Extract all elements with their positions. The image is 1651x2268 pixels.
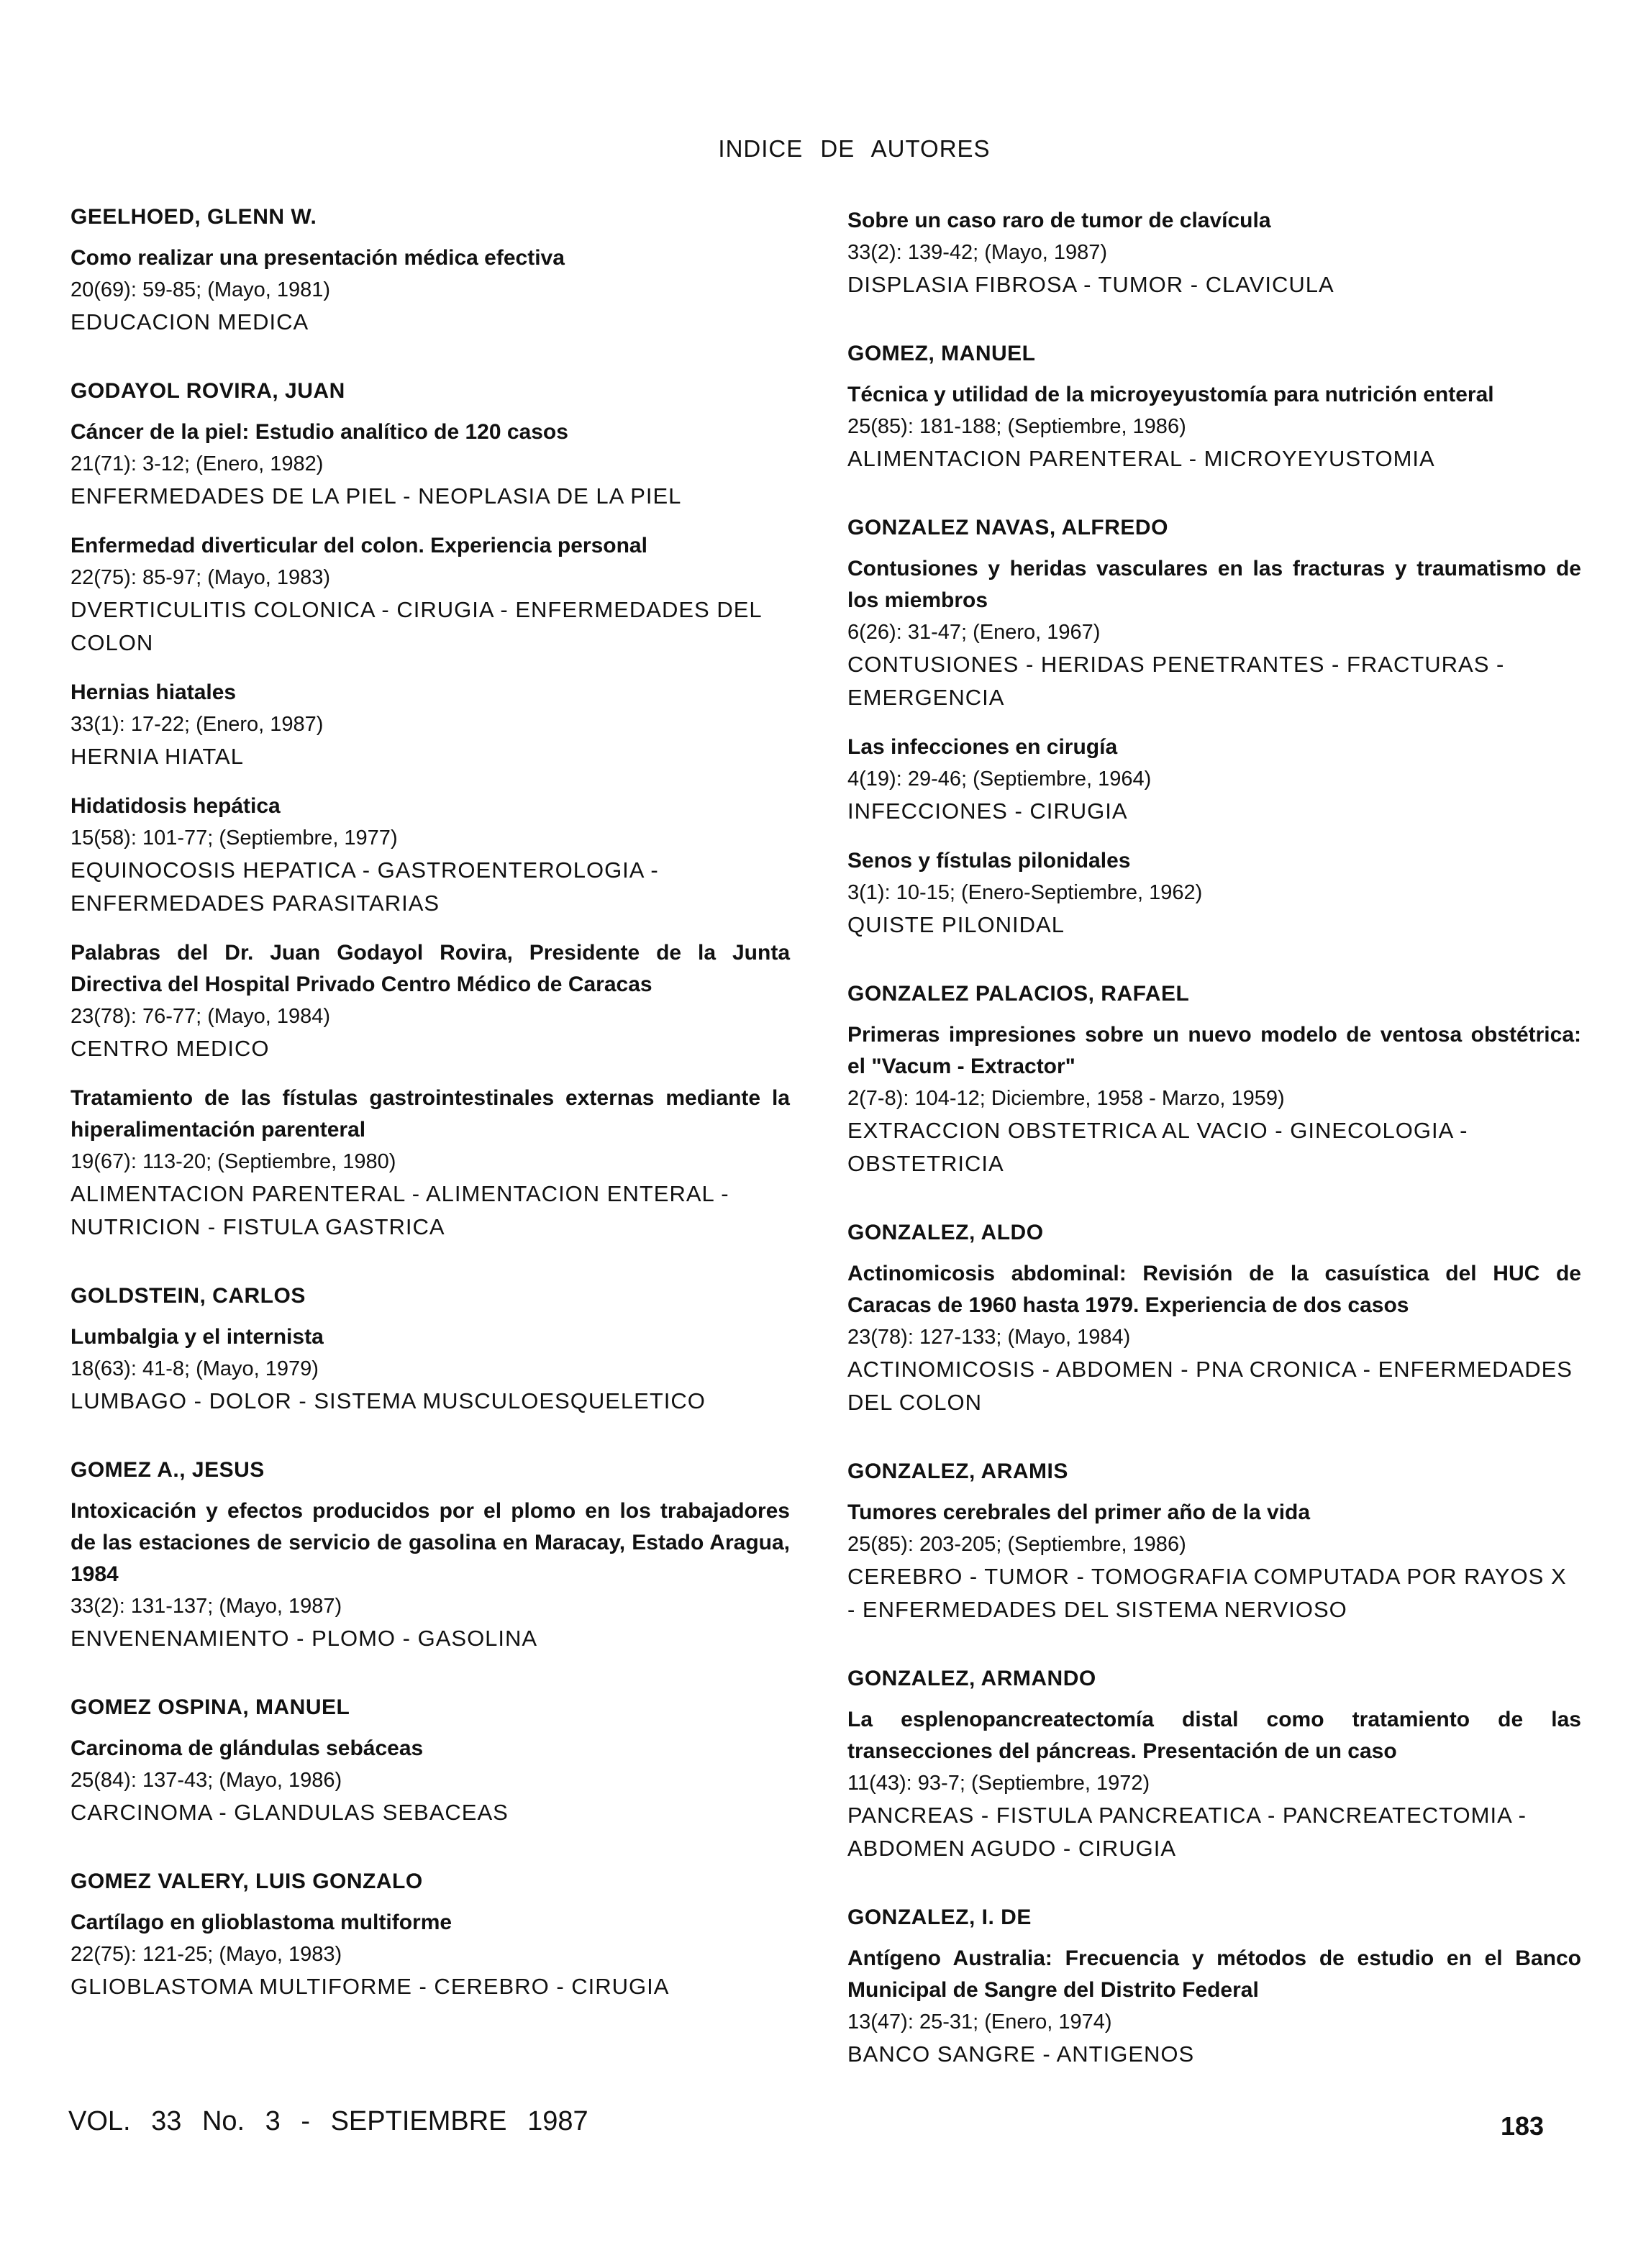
author-group (71, 1869, 790, 2003)
article-keywords: INFECCIONES - CIRUGIA (847, 798, 1128, 824)
author-group (847, 516, 1581, 942)
author-group (847, 205, 1581, 301)
article-keywords: QUISTE PILONIDAL (847, 912, 1065, 937)
author-group (71, 1695, 790, 1829)
author-group (847, 342, 1581, 475)
index-entry (71, 1083, 790, 1244)
author-group (71, 379, 790, 1244)
author-group (847, 982, 1581, 1180)
article-keywords: ENVENENAMIENTO - PLOMO - GASOLINA (71, 1626, 538, 1651)
article-keywords: ACTINOMICOSIS - ABDOMEN - PNA CRONICA - ENFERMEDADES DEL COLON (847, 1357, 1573, 1415)
article-keywords: ALIMENTACION PARENTERAL - ALIMENTACION ENTERAL - NUTRICION - FISTULA GASTRICA (71, 1181, 729, 1239)
author-group (71, 1284, 790, 1418)
index-entry (847, 205, 1581, 301)
article-title: Hernias hiatales (71, 680, 237, 704)
article-keywords: ENFERMEDADES DE LA PIEL - NEOPLASIA DE LA PIEL (71, 483, 682, 509)
index-entry (847, 1704, 1581, 1865)
article-citation: 21(71): 3-12; (Enero, 1982) (71, 452, 324, 475)
article-keywords: ALIMENTACION PARENTERAL - MICROYEYUSTOMIA (847, 446, 1435, 471)
article-citation: 33(2): 131-137; (Mayo, 1987) (71, 1595, 342, 1618)
article-citation: 23(78): 127-133; (Mayo, 1984) (847, 1326, 1131, 1349)
article-citation: 4(19): 29-46; (Septiembre, 1964) (847, 768, 1152, 791)
index-entry (71, 242, 790, 339)
right-column (847, 205, 1581, 2088)
article-title: Senos y fístulas pilonidales (847, 849, 1131, 873)
index-entry (847, 732, 1581, 828)
article-citation: 22(75): 85-97; (Mayo, 1983) (71, 566, 331, 589)
article-keywords: CARCINOMA - GLANDULAS SEBACEAS (71, 1800, 509, 1825)
article-title: Actinomicosis abdominal: Revisión de la casuística del HUC de Caracas de 1960 hasta 1979. Experiencia de dos casos (847, 1262, 1581, 1317)
author-name: GONZALEZ, I. DE (847, 1905, 1032, 1929)
article-keywords: DISPLASIA FIBROSA - TUMOR - CLAVICULA (847, 272, 1334, 297)
author-name: GOMEZ OSPINA, MANUEL (71, 1695, 350, 1719)
article-title: Lumbalgia y el internista (71, 1325, 324, 1349)
author-name: GONZALEZ PALACIOS, RAFAEL (847, 982, 1190, 1006)
journal-footer: VOL. 33 No. 3 - SEPTIEMBRE 1987 (68, 2106, 588, 2136)
left-column (71, 205, 790, 2021)
article-keywords: GLIOBLASTOMA MULTIFORME - CEREBRO - CIRUGIA (71, 1974, 670, 1999)
author-group (71, 205, 790, 339)
page-title: INDICE DE AUTORES (718, 135, 991, 162)
index-entry (847, 553, 1581, 714)
author-group (847, 1459, 1581, 1626)
index-entry (71, 1321, 790, 1418)
article-citation: 25(85): 203-205; (Septiembre, 1986) (847, 1533, 1186, 1556)
article-citation: 18(63): 41-8; (Mayo, 1979) (71, 1357, 319, 1380)
index-entry (71, 937, 790, 1065)
index-entry (71, 416, 790, 513)
article-keywords: LUMBAGO - DOLOR - SISTEMA MUSCULOESQUELETICO (71, 1388, 706, 1413)
article-title: La esplenopancreatectomía distal como tratamiento de las transecciones del páncreas. Presentación de un caso (847, 1708, 1581, 1763)
author-group (847, 1667, 1581, 1865)
article-keywords: CONTUSIONES - HERIDAS PENETRANTES - FRACTURAS - EMERGENCIA (847, 652, 1505, 710)
page-number: 183 (1501, 2111, 1545, 2141)
article-citation: 11(43): 93-7; (Septiembre, 1972) (847, 1772, 1150, 1795)
index-entry (71, 791, 790, 920)
article-keywords: EQUINOCOSIS HEPATICA - GASTROENTEROLOGIA - ENFERMEDADES PARASITARIAS (71, 857, 659, 916)
author-name: GONZALEZ NAVAS, ALFREDO (847, 516, 1168, 539)
index-entry (847, 1019, 1581, 1180)
article-title: Las infecciones en cirugía (847, 735, 1118, 759)
article-keywords: EDUCACION MEDICA (71, 309, 309, 334)
author-name: GONZALEZ, ALDO (847, 1221, 1044, 1244)
author-name: GOMEZ A., JESUS (71, 1458, 265, 1482)
article-citation: 2(7-8): 104-12; Diciembre, 1958 - Marzo, 1959) (847, 1087, 1285, 1110)
author-name: GOLDSTEIN, CARLOS (71, 1284, 306, 1308)
author-name: GONZALEZ, ARMANDO (847, 1667, 1096, 1690)
article-title: Carcinoma de glándulas sebáceas (71, 1736, 424, 1760)
index-entry (847, 1497, 1581, 1626)
author-name: GONZALEZ, ARAMIS (847, 1459, 1068, 1483)
article-citation: 15(58): 101-77; (Septiembre, 1977) (71, 826, 398, 850)
index-entry (847, 1258, 1581, 1419)
article-citation: 23(78): 76-77; (Mayo, 1984) (71, 1005, 331, 1028)
index-entry (71, 1907, 790, 2003)
index-entry (847, 379, 1581, 475)
index-entry (847, 845, 1581, 942)
author-group (847, 1221, 1581, 1419)
article-citation: 33(2): 139-42; (Mayo, 1987) (847, 241, 1108, 264)
article-title: Antígeno Australia: Frecuencia y métodos de estudio en el Banco Municipal de Sangre del Distrito Federal (847, 1946, 1581, 2002)
index-entry (71, 677, 790, 773)
index-entry (71, 530, 790, 660)
article-keywords: EXTRACCION OBSTETRICA AL VACIO - GINECOLOGIA - OBSTETRICIA (847, 1118, 1468, 1176)
author-name: GOMEZ, MANUEL (847, 342, 1036, 365)
article-keywords: BANCO SANGRE - ANTIGENOS (847, 2041, 1195, 2067)
article-title: Tratamiento de las fístulas gastrointestinales externas mediante la hiperalimentación parenteral (71, 1086, 790, 1142)
author-name: GODAYOL ROVIRA, JUAN (71, 379, 345, 403)
article-title: Cartílago en glioblastoma multiforme (71, 1911, 452, 1934)
article-citation: 25(85): 181-188; (Septiembre, 1986) (847, 415, 1186, 438)
article-citation: 3(1): 10-15; (Enero-Septiembre, 1962) (847, 881, 1203, 904)
article-title: Tumores cerebrales del primer año de la vida (847, 1500, 1311, 1524)
author-name: GEELHOED, GLENN W. (71, 205, 317, 229)
article-title: Enfermedad diverticular del colon. Experiencia personal (71, 534, 647, 557)
article-citation: 25(84): 137-43; (Mayo, 1986) (71, 1769, 342, 1792)
article-title: Como realizar una presentación médica efectiva (71, 246, 565, 270)
article-keywords: CEREBRO - TUMOR - TOMOGRAFIA COMPUTADA POR RAYOS X - ENFERMEDADES DEL SISTEMA NERVIOSO (847, 1564, 1567, 1622)
author-name: GOMEZ VALERY, LUIS GONZALO (71, 1869, 423, 1893)
article-title: Intoxicación y efectos producidos por el plomo en los trabajadores de las estaciones de servicio de gasolina en Maracay, Estado Aragua, 1984 (71, 1499, 790, 1586)
article-title: Hidatidosis hepática (71, 794, 281, 818)
index-entry (71, 1733, 790, 1829)
author-group (71, 1458, 790, 1655)
article-title: Técnica y utilidad de la microyeyustomía para nutrición enteral (847, 383, 1494, 406)
article-title: Contusiones y heridas vasculares en las fracturas y traumatismo de los miembros (847, 557, 1581, 612)
article-citation: 20(69): 59-85; (Mayo, 1981) (71, 278, 331, 301)
article-citation: 22(75): 121-25; (Mayo, 1983) (71, 1943, 342, 1966)
article-keywords: CENTRO MEDICO (71, 1036, 270, 1061)
index-entry (71, 1495, 790, 1655)
article-keywords: DVERTICULITIS COLONICA - CIRUGIA - ENFERMEDADES DEL COLON (71, 597, 762, 655)
article-citation: 13(47): 25-31; (Enero, 1974) (847, 2010, 1112, 2034)
article-keywords: HERNIA HIATAL (71, 744, 244, 769)
author-group (847, 1905, 1581, 2071)
article-keywords: PANCREAS - FISTULA PANCREATICA - PANCREATECTOMIA - ABDOMEN AGUDO - CIRUGIA (847, 1803, 1527, 1861)
article-citation: 6(26): 31-47; (Enero, 1967) (847, 621, 1101, 644)
article-citation: 33(1): 17-22; (Enero, 1987) (71, 713, 324, 736)
article-title: Primeras impresiones sobre un nuevo modelo de ventosa obstétrica: el "Vacum - Extractor" (847, 1023, 1581, 1078)
article-title: Palabras del Dr. Juan Godayol Rovira, Presidente de la Junta Directiva del Hospital Privado Centro Médico de Caracas (71, 941, 790, 996)
article-citation: 19(67): 113-20; (Septiembre, 1980) (71, 1150, 396, 1173)
article-title: Sobre un caso raro de tumor de clavícula (847, 209, 1271, 232)
index-entry (847, 1943, 1581, 2071)
article-title: Cáncer de la piel: Estudio analítico de 120 casos (71, 420, 568, 444)
